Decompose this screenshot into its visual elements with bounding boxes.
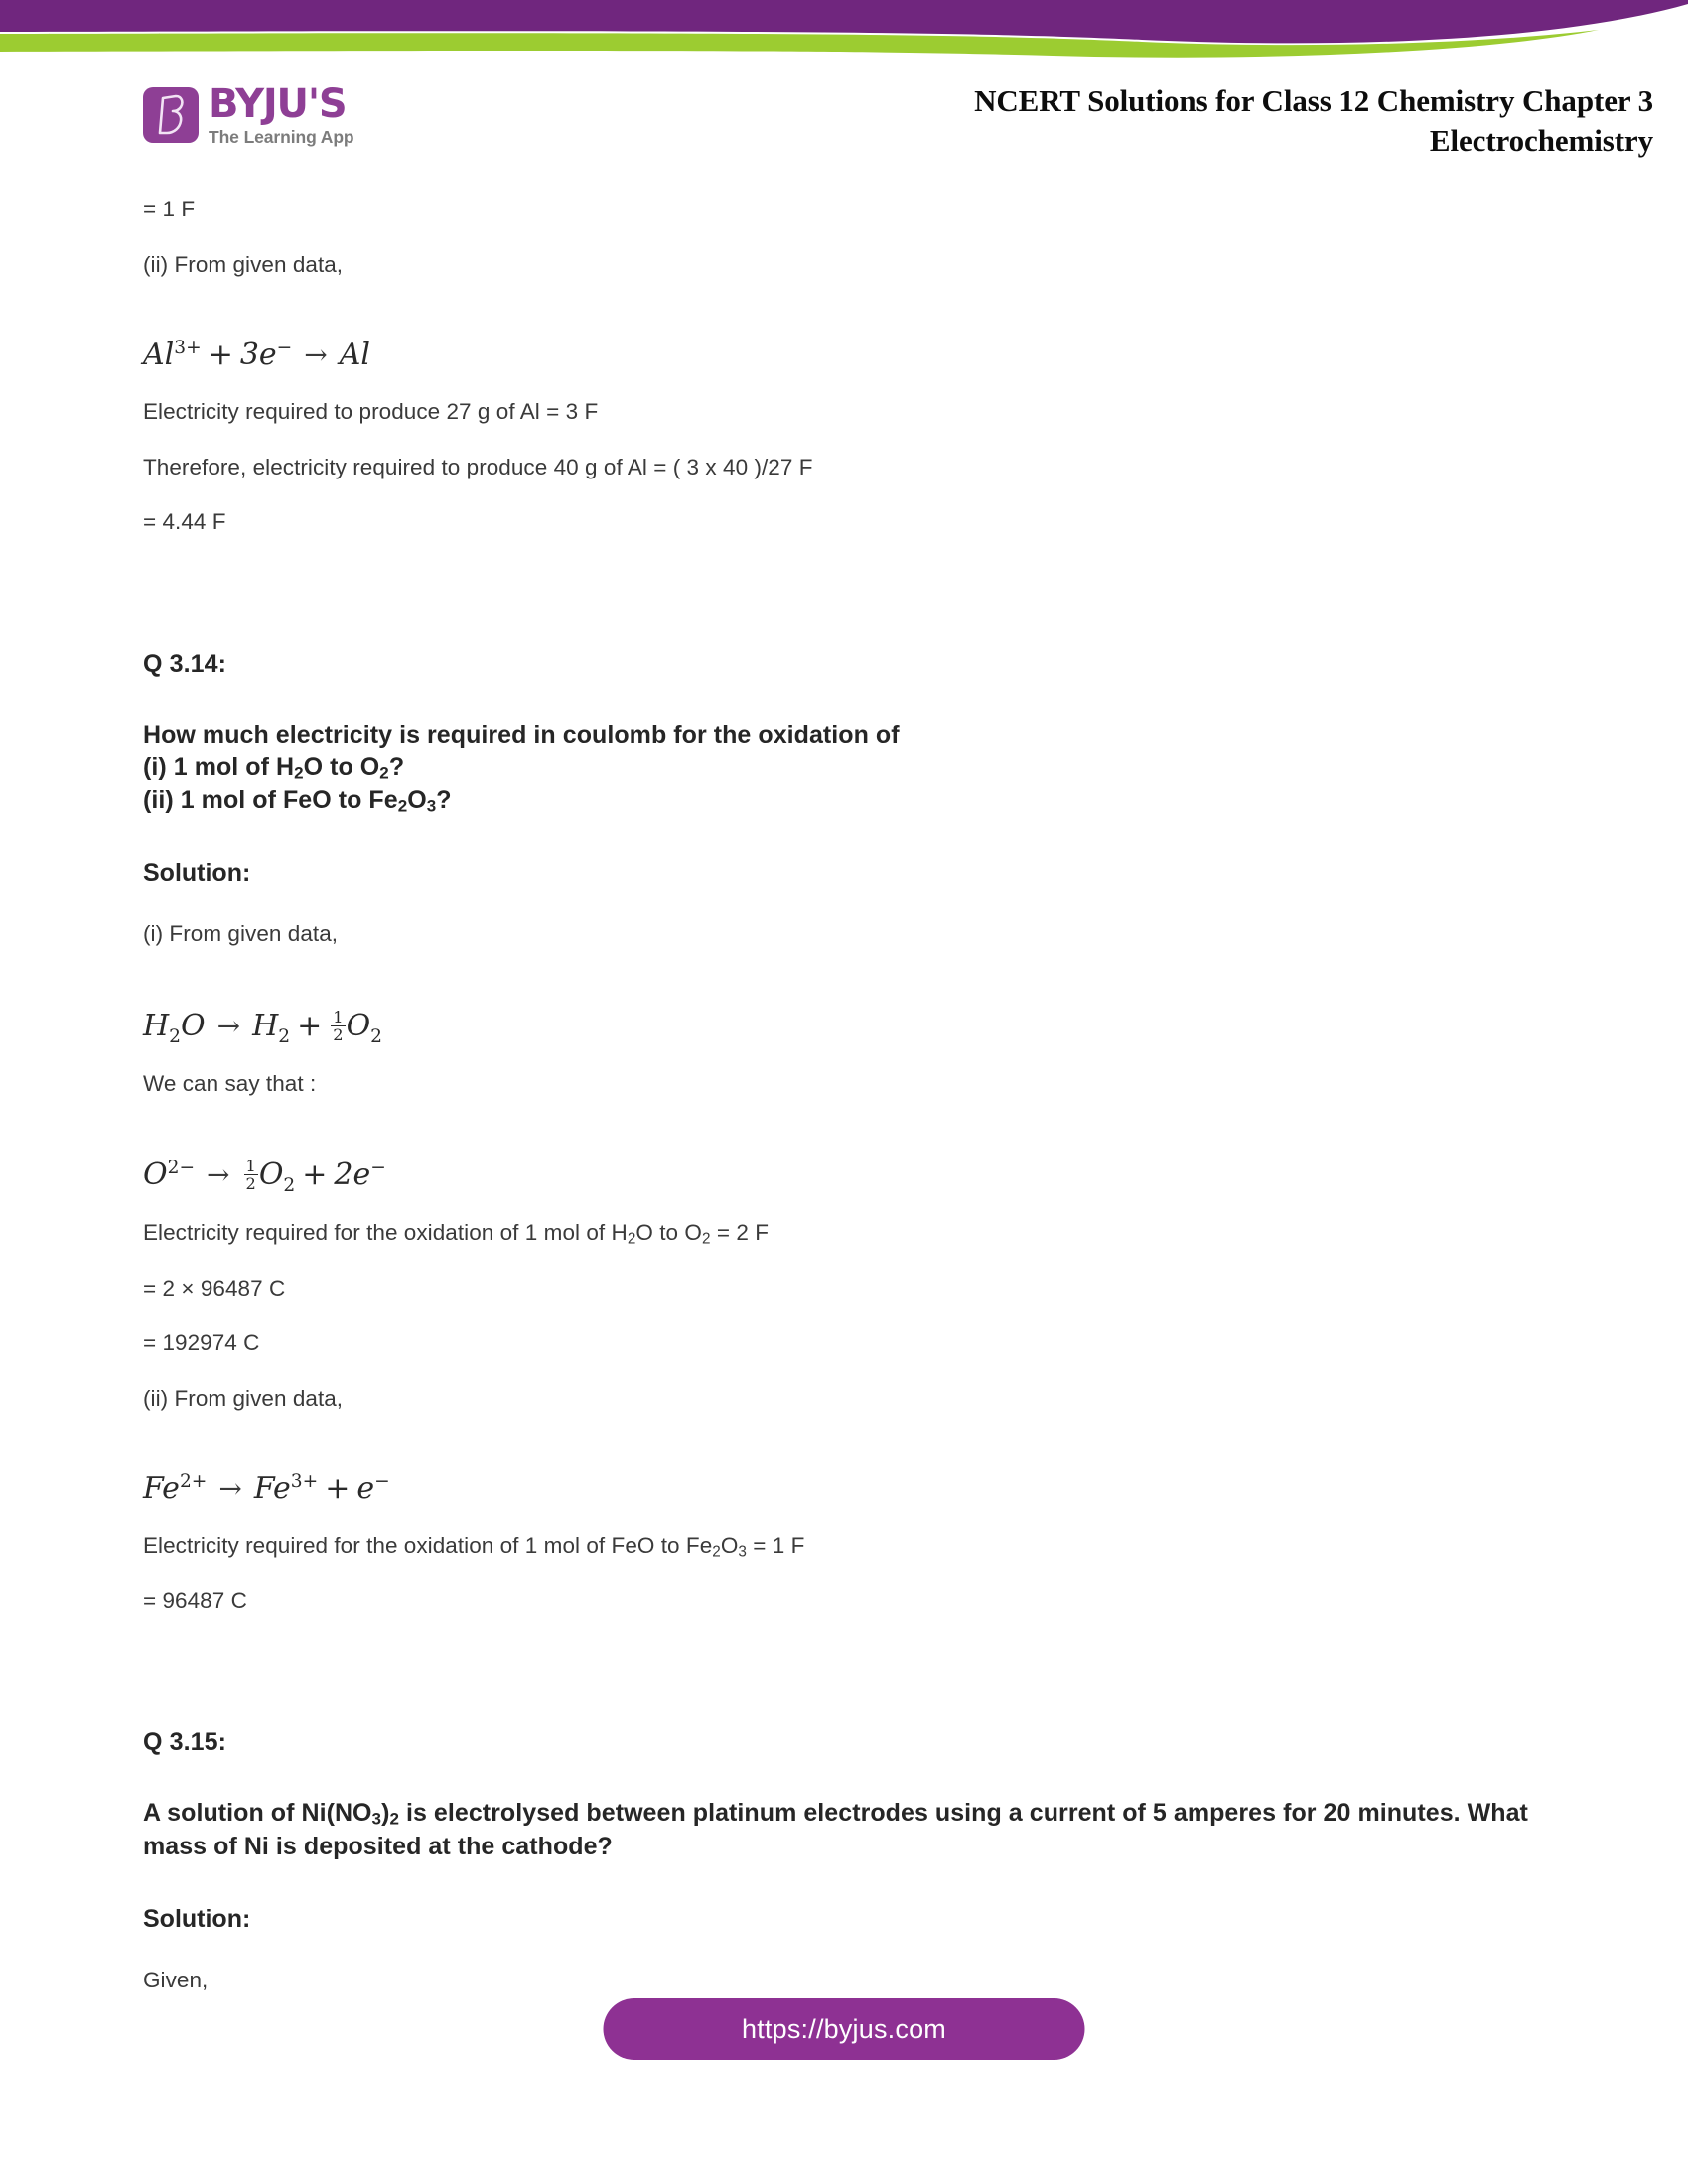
footer-url-label[interactable]: https://byjus.com xyxy=(742,2013,946,2044)
eq-iron-reactant: Fe xyxy=(143,1471,180,1507)
ox-h2o-mid: O to O xyxy=(635,1220,702,1246)
result-444f: = 4.44 F xyxy=(143,509,226,534)
ox-h2o-sub2: 2 xyxy=(701,1230,711,1248)
q314-line1: How much electricity is required in coulomb for the oxidation of xyxy=(143,720,900,749)
solution-label-3-15: Solution: xyxy=(143,1904,251,1933)
ox-feo-pre: Electricity required for the oxidation of 1 mol of FeO to Fe xyxy=(143,1533,713,1559)
ox-feo-sub2: 3 xyxy=(738,1543,747,1561)
q314-l3-mid: O xyxy=(407,786,427,814)
eq-oxide-reactant: O xyxy=(143,1158,168,1193)
q315-mid: ) xyxy=(381,1799,390,1828)
calc-result-192974: = 192974 C xyxy=(143,1330,260,1356)
eq-oxide-half-fraction xyxy=(244,1158,258,1192)
eq-water-product1: $H_2$ xyxy=(252,1008,291,1047)
eq-oxide-arrow: → xyxy=(207,1159,230,1192)
calc-two-times-faraday: = 2 × 96487 C xyxy=(143,1275,286,1300)
page-content xyxy=(143,199,1553,2024)
ox-h2o-pre: Electricity required for the oxidation of 1 mol of H xyxy=(143,1220,628,1246)
eq-water-arrow: → xyxy=(216,1009,241,1042)
eq-iron-electron-charge: − xyxy=(374,1471,390,1493)
q314-l3-sub1: 2 xyxy=(397,796,408,816)
q314-l2-sub1: 2 xyxy=(294,763,304,783)
document-title-line2: Electrochemistry xyxy=(1429,122,1653,158)
equation-aluminium xyxy=(143,339,1553,371)
electricity-oxidation-h2o xyxy=(143,1220,1553,1248)
solution-label-3-14: Solution: xyxy=(143,859,251,887)
eq-iron-arrow: → xyxy=(218,1472,242,1506)
q315-sub1: 3 xyxy=(371,1809,382,1829)
q314-l2-mid: O to O xyxy=(303,752,380,781)
q315-pre: A solution of Ni(NO xyxy=(143,1799,372,1828)
eq-iron-product-charge: 3+ xyxy=(290,1471,319,1493)
footer-url-button[interactable] xyxy=(604,1998,1085,2060)
eq-al-charge: 3+ xyxy=(174,338,202,358)
eq-al-species: Al xyxy=(143,338,175,372)
eq-al-product: Al xyxy=(339,338,370,372)
byjus-logo xyxy=(143,81,354,148)
question-text-3-14 xyxy=(143,719,1553,818)
part-i-label-3-14: (i) From given data, xyxy=(143,921,339,947)
question-text-3-15 xyxy=(143,1797,1553,1863)
question-number-3-15: Q 3.15: xyxy=(143,1728,227,1757)
from-given-data-ii: (ii) From given data, xyxy=(143,251,344,277)
document-title xyxy=(974,81,1653,160)
question-number-3-14: Q 3.14: xyxy=(143,649,227,678)
ox-feo-mid: O xyxy=(720,1533,739,1559)
we-can-say-that: We can say that : xyxy=(143,1070,317,1096)
q314-l2-pre: (i) 1 mol of H xyxy=(143,752,295,781)
eq-water-reactant: $H_2O$ xyxy=(143,1008,206,1047)
ox-h2o-sub1: 2 xyxy=(627,1230,636,1248)
q314-l2-end: ? xyxy=(388,752,405,781)
eq-iron-plus: + xyxy=(325,1471,351,1507)
document-title-line1: NCERT Solutions for Class 12 Chemistry Chapter 3 xyxy=(974,83,1653,118)
q314-l2-sub2: 2 xyxy=(379,763,389,783)
eq-oxide-charge: 2− xyxy=(167,1158,196,1179)
eq-oxide-plus: + xyxy=(302,1158,328,1193)
ox-h2o-end: = 2 F xyxy=(710,1220,769,1246)
electricity-oxidation-feo xyxy=(143,1533,1553,1561)
eq-oxide-electron-charge: − xyxy=(370,1158,386,1179)
equation-water-decomposition xyxy=(143,1007,1553,1047)
electricity-40g-al: Therefore, electricity required to produce 40 g of Al = ( 3 x 40 )/27 F xyxy=(143,454,813,479)
logo-tagline: The Learning App xyxy=(209,127,354,148)
ox-feo-end: = 1 F xyxy=(746,1533,805,1559)
logo-wordmark: BYJU'S xyxy=(209,81,347,127)
electricity-27g-al: Electricity required to produce 27 g of Al = 3 F xyxy=(143,399,599,424)
part-ii-label-3-14: (ii) From given data, xyxy=(143,1385,344,1411)
top-banner xyxy=(0,0,1688,62)
q315-rest: is electrolysed between platinum electrodes using a current of 5 amperes for 20 minutes. What mass of Ni is deposited at the cathode? xyxy=(143,1799,1528,1860)
q314-line3 xyxy=(143,784,1553,817)
eq-water-plus: + xyxy=(297,1008,323,1043)
q314-line2 xyxy=(143,751,1553,784)
eq-iron-product: Fe xyxy=(253,1471,291,1507)
eq-al-electron-charge: − xyxy=(276,338,293,358)
eq-oxide-frac-den: 2 xyxy=(245,1174,256,1194)
eq-oxide-frac-num: 1 xyxy=(245,1157,256,1176)
eq-water-frac-num: 1 xyxy=(333,1007,344,1026)
q314-l3-sub2: 3 xyxy=(426,796,437,816)
feo-result-96487: = 96487 C xyxy=(143,1587,247,1613)
eq-water-product2: $O_2$ xyxy=(346,1008,383,1047)
q314-l3-end: ? xyxy=(436,786,452,814)
given-label: Given, xyxy=(143,1967,209,1992)
eq-al-arrow: → xyxy=(304,339,328,371)
eq-al-plus: + xyxy=(208,338,233,372)
eq-oxide-product1: $O_2$ xyxy=(258,1158,296,1197)
equation-iron-oxidation xyxy=(143,1472,1553,1505)
q314-l3-pre: (ii) 1 mol of FeO to Fe xyxy=(143,786,398,814)
eq-oxide-electrons: 2e xyxy=(334,1158,371,1193)
ox-feo-sub1: 2 xyxy=(712,1543,721,1561)
eq-iron-reactant-charge: 2+ xyxy=(179,1471,208,1493)
q315-sub2: 2 xyxy=(389,1809,399,1829)
byjus-logo-mark-icon xyxy=(143,87,199,143)
eq-water-half-fraction xyxy=(331,1009,345,1043)
eq-iron-electron: e xyxy=(356,1471,375,1507)
page-header xyxy=(0,62,1688,181)
eq-al-electrons: 3e xyxy=(239,338,277,372)
equation-oxide-oxidation xyxy=(143,1157,1553,1197)
result-1f: = 1 F xyxy=(143,197,196,221)
eq-water-frac-den: 2 xyxy=(333,1024,344,1044)
